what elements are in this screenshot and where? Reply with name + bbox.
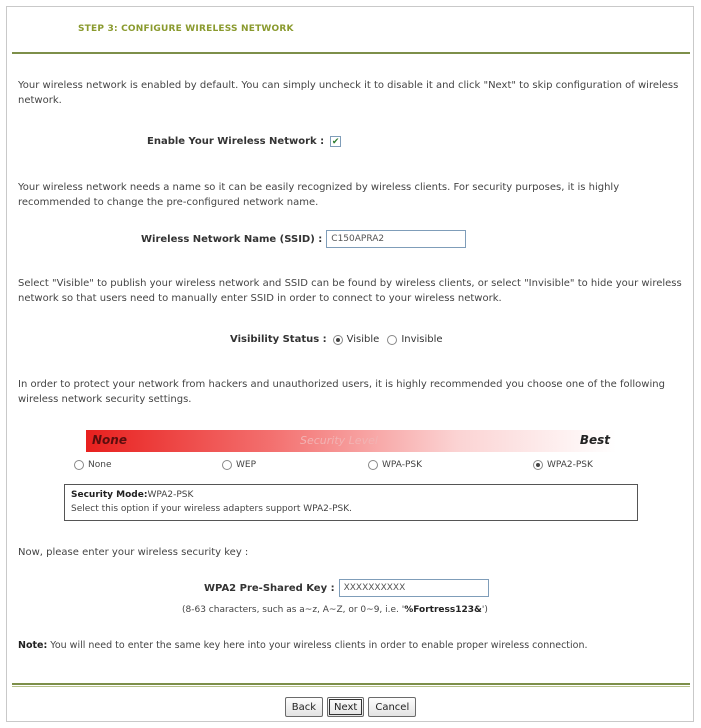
psk-row	[204, 579, 489, 597]
security-mode-heading: Security Mode:	[71, 490, 148, 500]
visibility-invisible-option[interactable]	[387, 334, 442, 345]
visibility-visible-option[interactable]	[333, 334, 380, 345]
network-name-text: Your wireless network needs a name so it can be easily recognized by wireless clients. For security purposes, it is highly recommended to change the pre-configured network name.	[18, 182, 620, 208]
visibility-visible-radio[interactable]	[333, 335, 343, 345]
visibility-visible-label: Visible	[346, 334, 380, 345]
security-option-wpa2-psk[interactable]	[533, 460, 593, 470]
button-row	[0, 697, 701, 717]
visibility-label: Visibility Status :	[230, 334, 327, 345]
security-wpa2-psk-label: WPA2-PSK	[547, 460, 593, 470]
intro-text: Your wireless network is enabled by default. You can simply uncheck it to disable it and click "Next" to skip configuration of wireless network.	[18, 80, 679, 106]
enable-wireless-label: Enable Your Wireless Network :	[147, 136, 325, 147]
psk-hint	[182, 605, 488, 615]
ssid-row	[141, 230, 466, 248]
psk-input[interactable]	[339, 579, 489, 597]
security-option-none[interactable]	[74, 460, 111, 470]
security-text: In order to protect your network from hackers and unauthorized users, it is highly recommended you choose one of the following wireless network security settings.	[18, 379, 665, 405]
security-wpa2-psk-radio[interactable]	[533, 460, 543, 470]
security-wpa-psk-radio[interactable]	[368, 460, 378, 470]
security-mode-description: Select this option if your wireless adapters support WPA2-PSK.	[71, 504, 353, 514]
security-key-text: Now, please enter your wireless security key :	[18, 547, 249, 558]
security-mode-box	[64, 484, 638, 521]
ssid-input[interactable]	[326, 230, 466, 248]
security-bar-middle-label: Security Level	[300, 434, 378, 447]
header-divider	[12, 52, 690, 54]
security-mode-value: WPA2-PSK	[147, 490, 194, 500]
footer-divider-light	[12, 686, 690, 687]
security-bar-none-label: None	[92, 433, 127, 447]
note-text	[18, 640, 688, 651]
security-option-wep[interactable]	[222, 460, 256, 470]
security-none-label: None	[88, 460, 112, 470]
next-button[interactable]: Next	[327, 697, 364, 717]
security-wep-radio[interactable]	[222, 460, 232, 470]
visibility-text: Select "Visible" to publish your wireless network and SSID can be found by wireless clients, or select "Invisible" to hide your wireless network so that users need to manually enter SSID in order to connect to your wireless network.	[18, 278, 682, 304]
ssid-label: Wireless Network Name (SSID) :	[141, 233, 323, 245]
footer-divider	[12, 683, 690, 685]
psk-hint-suffix: ')	[481, 605, 488, 615]
enable-wireless-checkbox[interactable]: ✔	[331, 136, 340, 147]
cancel-button[interactable]: Cancel	[368, 697, 416, 717]
security-wpa-psk-label: WPA-PSK	[382, 460, 422, 470]
enable-wireless-row	[147, 136, 341, 147]
security-bar-best-label: Best	[579, 433, 610, 447]
step-title: STEP 3: CONFIGURE WIRELESS NETWORK	[78, 24, 294, 34]
security-wep-label: WEP	[236, 460, 257, 470]
security-option-wpa-psk[interactable]	[368, 460, 422, 470]
security-level-bar	[86, 430, 616, 452]
visibility-invisible-label: Invisible	[401, 334, 443, 345]
psk-hint-prefix: (8-63 characters, such as a~z, A~Z, or 0~9, i.e. '	[182, 605, 405, 615]
psk-label: WPA2 Pre-Shared Key :	[204, 582, 335, 594]
security-none-radio[interactable]	[74, 460, 84, 470]
back-button[interactable]: Back	[285, 697, 323, 717]
note-body: You will need to enter the same key here into your wireless clients in order to enable proper wireless connection.	[47, 640, 588, 651]
note-label: Note:	[18, 640, 48, 651]
visibility-row	[230, 334, 443, 345]
visibility-invisible-radio[interactable]	[387, 335, 397, 345]
psk-hint-example: %Fortress123&	[404, 605, 482, 615]
